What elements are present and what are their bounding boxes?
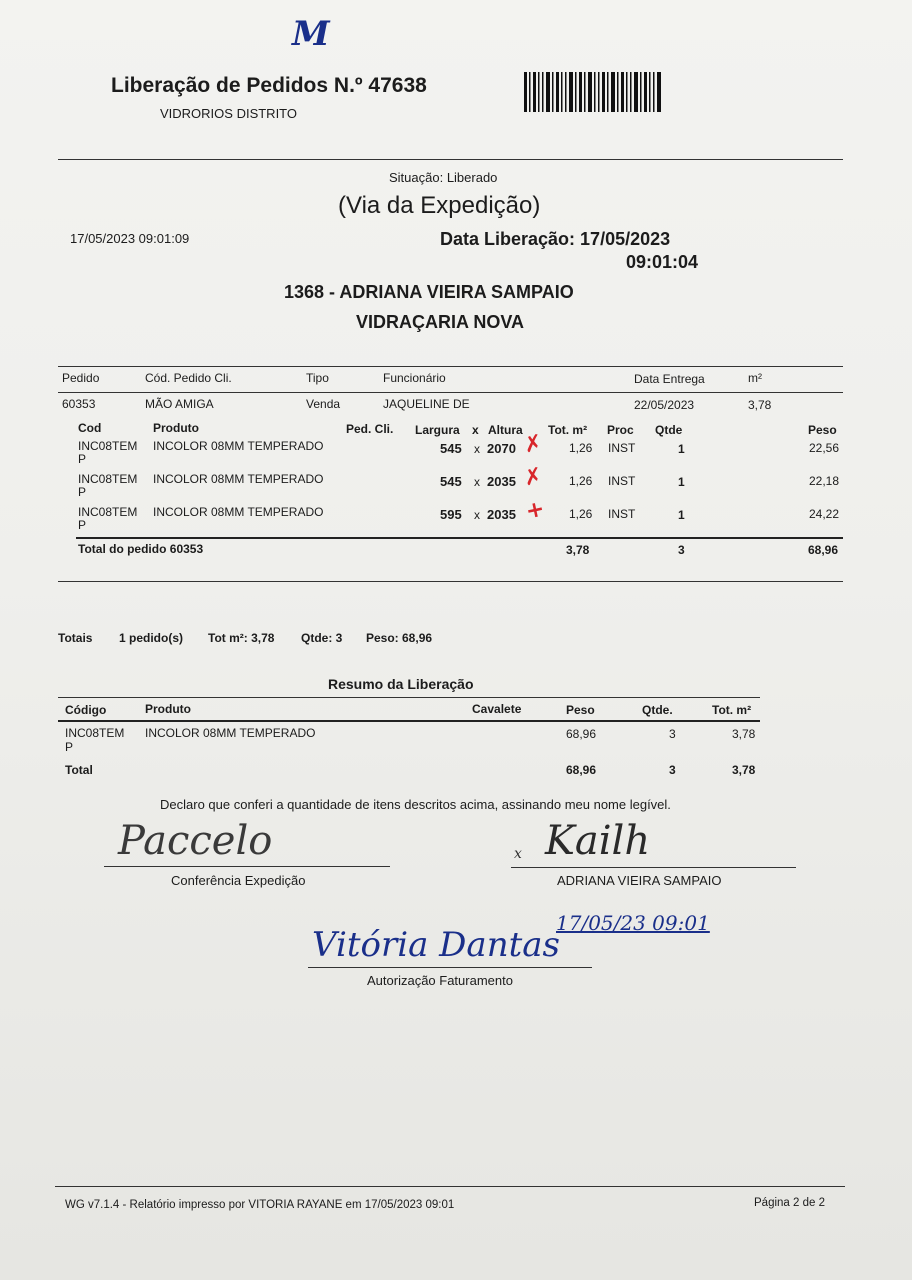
check-mark: + <box>523 496 547 525</box>
order-data-entrega: 22/05/2023 <box>634 398 695 412</box>
order-cod-cli: MÃO AMIGA <box>145 397 214 411</box>
item-qtde: 1 <box>678 475 685 489</box>
footer-divider <box>55 1186 845 1187</box>
item-cod: INC08TEM <box>78 439 138 453</box>
item-proc: INST <box>608 474 636 488</box>
order-m2: 3,78 <box>748 398 772 412</box>
declaration-text: Declaro que conferi a quantidade de itens descritos acima, assinando meu nome legível. <box>160 797 671 812</box>
item-x: x <box>474 442 480 456</box>
col-m2: m² <box>748 371 762 385</box>
page-number: Página 2 de 2 <box>754 1197 825 1209</box>
item-tot-m2: 1,26 <box>569 441 593 455</box>
summary-codigo: INC08TEM <box>65 726 125 740</box>
order-total-qtde: 3 <box>678 543 685 557</box>
release-time: 09:01:04 <box>626 252 699 272</box>
item-cod-suffix: P <box>78 485 87 499</box>
order-pedido: 60353 <box>62 397 96 411</box>
summary-top <box>58 697 760 698</box>
document-title: Liberação de Pedidos N.º 47638 <box>111 74 427 97</box>
via-title: (Via da Expedição) <box>338 192 541 219</box>
item-x: x <box>474 475 480 489</box>
totals-label: Totais <box>58 631 93 645</box>
item-cod: INC08TEM <box>78 472 138 486</box>
col-funcionario: Funcionário <box>383 371 446 385</box>
order-total-divider <box>76 537 843 539</box>
item-proc: INST <box>608 507 636 521</box>
conferencia-label: Conferência Expedição <box>171 873 306 888</box>
item-col-proc: Proc <box>607 423 634 437</box>
item-proc: INST <box>608 441 636 455</box>
summary-col-codigo: Código <box>65 703 107 717</box>
item-qtde: 1 <box>678 508 685 522</box>
col-data-entrega: Data Entrega <box>634 372 705 386</box>
summary-qtde: 3 <box>669 727 676 741</box>
item-qtde: 1 <box>678 442 685 456</box>
item-altura: 2035 <box>487 507 516 522</box>
autorizacao-label: Autorização Faturamento <box>367 973 513 988</box>
col-pedido: Pedido <box>62 371 100 385</box>
item-produto: INCOLOR 08MM TEMPERADO <box>153 505 324 519</box>
summary-col-produto: Produto <box>145 702 191 716</box>
item-cod-suffix: P <box>78 452 87 466</box>
item-col-tot-m2: Tot. m² <box>548 423 588 437</box>
item-cod-suffix: P <box>78 518 87 532</box>
item-largura: 545 <box>440 441 462 456</box>
item-largura: 545 <box>440 474 462 489</box>
conferencia-signature-line <box>104 866 390 867</box>
footer-printed-by: WG v7.1.4 - Relatório impresso por VITORIA RAYANE em 17/05/2023 09:01 <box>65 1199 455 1211</box>
summary-produto: INCOLOR 08MM TEMPERADO <box>145 726 316 740</box>
client-signature: Kailh <box>545 818 651 864</box>
item-col-cod: Cod <box>78 421 102 435</box>
order-table-top <box>58 366 843 367</box>
check-mark: ✗ <box>521 463 545 492</box>
release-date: Data Liberação: 17/05/2023 <box>440 229 671 249</box>
client-signature-label: ADRIANA VIEIRA SAMPAIO <box>557 873 722 888</box>
totals-pedidos: 1 pedido(s) <box>119 631 184 645</box>
item-tot-m2: 1,26 <box>569 507 593 521</box>
summary-header-divider <box>58 720 760 722</box>
summary-total-label: Total <box>65 763 93 777</box>
totals-peso: Peso: 68,96 <box>366 631 433 645</box>
check-mark: ✗ <box>521 430 545 459</box>
col-cod-cli: Cód. Pedido Cli. <box>145 371 232 385</box>
handwritten-mark: M <box>292 14 330 54</box>
summary-col-qtde: Qtde. <box>642 703 673 717</box>
item-peso: 22,56 <box>809 441 840 455</box>
order-tipo: Venda <box>306 397 341 411</box>
item-col-qtde: Qtde <box>655 423 683 437</box>
client-signature-x: x <box>514 846 522 862</box>
totals-m2: Tot m²: 3,78 <box>208 631 275 645</box>
col-tipo: Tipo <box>306 371 329 385</box>
item-altura: 2070 <box>487 441 516 456</box>
item-tot-m2: 1,26 <box>569 474 593 488</box>
summary-peso: 68,96 <box>566 727 597 741</box>
order-funcionario: JAQUELINE DE <box>383 397 470 411</box>
order-table-bottom <box>58 581 843 582</box>
item-col-peso: Peso <box>808 423 837 437</box>
summary-codigo-suffix: P <box>65 740 74 754</box>
item-largura: 595 <box>440 507 462 522</box>
header-divider <box>58 159 843 160</box>
client-name: 1368 - ADRIANA VIEIRA SAMPAIO <box>284 282 574 302</box>
totals-qtde: Qtde: 3 <box>301 631 343 645</box>
item-produto: INCOLOR 08MM TEMPERADO <box>153 439 324 453</box>
item-peso: 24,22 <box>809 507 840 521</box>
summary-col-cavalete: Cavalete <box>472 702 522 716</box>
handwritten-date: 17/05/23 09:01 <box>556 911 710 935</box>
autorizacao-signature: Vitória Dantas <box>312 925 560 965</box>
order-total-m2: 3,78 <box>566 543 590 557</box>
summary-title: Resumo da Liberação <box>328 676 474 692</box>
item-col-ped-cli: Ped. Cli. <box>346 422 394 436</box>
print-timestamp: 17/05/2023 09:01:09 <box>70 231 190 246</box>
conferencia-signature: Paccelo <box>118 818 273 864</box>
order-total-label: Total do pedido 60353 <box>78 542 204 556</box>
item-col-produto: Produto <box>153 421 199 435</box>
summary-tot-m2: 3,78 <box>732 727 756 741</box>
client-signature-line <box>511 867 796 868</box>
item-col-largura: Largura <box>415 423 460 437</box>
item-col-altura: Altura <box>488 423 523 437</box>
summary-col-peso: Peso <box>566 703 595 717</box>
item-cod: INC08TEM <box>78 505 138 519</box>
summary-total-m2: 3,78 <box>732 763 756 777</box>
item-col-x: x <box>472 423 479 437</box>
item-produto: INCOLOR 08MM TEMPERADO <box>153 472 324 486</box>
company-name: VIDRORIOS DISTRITO <box>160 106 297 121</box>
client-company: VIDRAÇARIA NOVA <box>356 312 525 332</box>
item-altura: 2035 <box>487 474 516 489</box>
status-text: Situação: Liberado <box>389 170 498 185</box>
item-x: x <box>474 508 480 522</box>
item-peso: 22,18 <box>809 474 840 488</box>
summary-total-qtde: 3 <box>669 763 676 777</box>
summary-col-tot-m2: Tot. m² <box>712 703 752 717</box>
summary-total-peso: 68,96 <box>566 763 597 777</box>
order-total-peso: 68,96 <box>808 543 839 557</box>
barcode <box>524 72 664 112</box>
autorizacao-signature-line <box>308 967 592 968</box>
order-header-divider <box>58 392 843 393</box>
